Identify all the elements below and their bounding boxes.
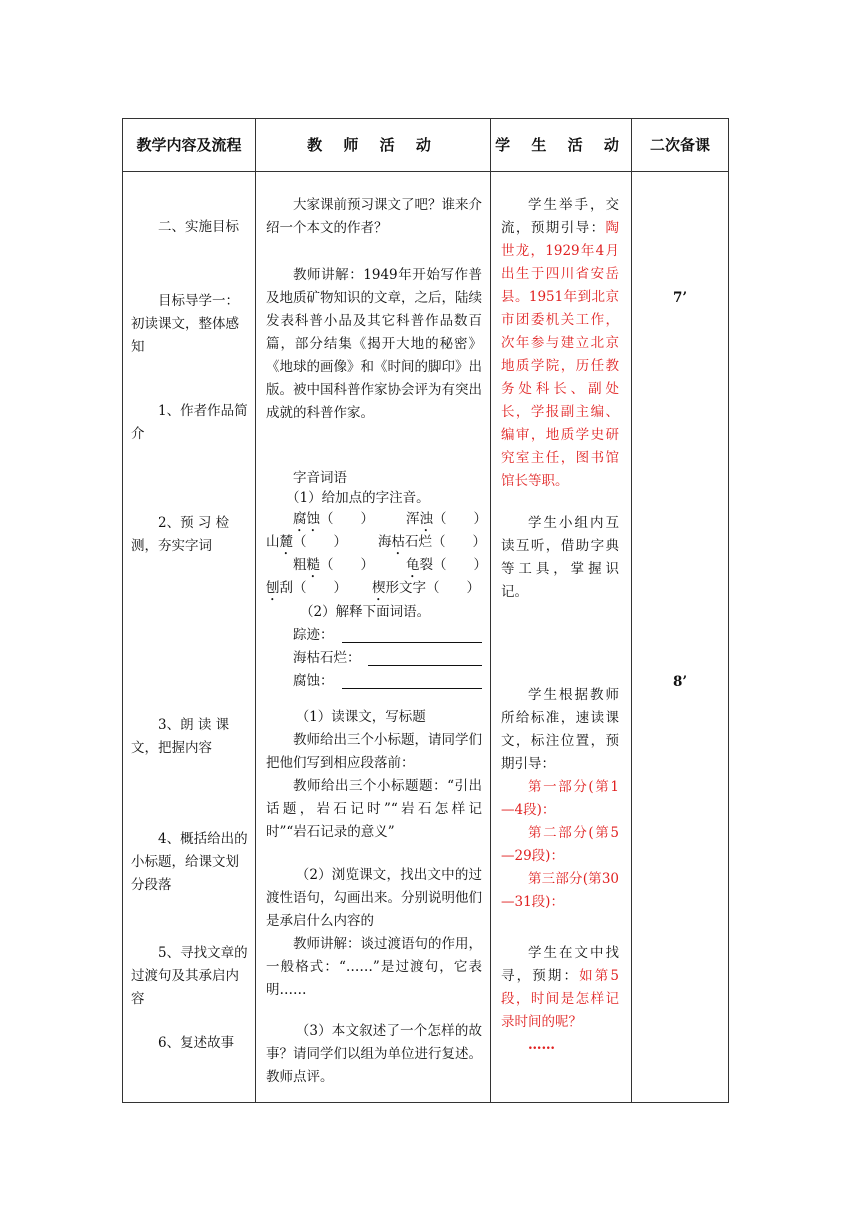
vocab-item: 粗糙（ ） (293, 557, 374, 573)
vocab-def-row: 腐蚀： (266, 670, 482, 693)
step-subtitles: 4、概括给出的小标题，给课文划分段落 (131, 831, 248, 893)
read-instruction: 教师给出三个小标题，请同学们把他们写到相应段落前： (266, 732, 482, 771)
teacher-column (256, 172, 491, 1103)
student-column (491, 172, 632, 1103)
student-skim-block (501, 684, 619, 914)
vocab-item: 腐蚀（ ） (293, 511, 374, 527)
header-content-flow: 教学内容及流程 (123, 119, 256, 172)
retell-task: （3）本文叙述了一个怎样的故事？请同学们以组为单位进行复述。教师点评。 (266, 1023, 482, 1085)
vocab-def-row: 踪迹： (266, 624, 482, 647)
step-implement-goals: 二、实施目标 (158, 219, 239, 235)
time-mark-2: 8’ (672, 674, 688, 690)
header-student-activity: 学 生 活 动 (491, 119, 632, 172)
second-prep-column (632, 172, 729, 1103)
vocab-task-2: （2）解释下面词语。 (300, 604, 431, 620)
time-mark-1: 7’ (672, 290, 688, 306)
vocab-title: 字音词语 (293, 470, 347, 486)
step-read-aloud: 3、朗 读 课 文，把握内容 (131, 717, 230, 756)
student-author-bio: 陶世龙，1929年4月出生于四川省安岳县。1951年到北京市团委机关工作，次年参与建立北京地质学院，历任教务处科长、副处长，学报副主编、编审，地质学史研究室主任，图书馆馆长等职。 (501, 220, 619, 489)
teacher-author-block (266, 264, 482, 425)
student-ellipsis: …… (528, 1037, 555, 1053)
student-raise-hands: 学生举手，交流，预期引导： (501, 197, 619, 236)
body-row (123, 172, 729, 1103)
step-author-intro: 1、作者作品简介 (131, 403, 248, 442)
header-row (123, 119, 729, 172)
vocab-item: 浑浊（ ） (406, 511, 487, 527)
vocab-task-1: （1）给加点的字注音。 (286, 490, 430, 506)
student-find-block (501, 942, 619, 1057)
read-task: （1）读课文，写标题 (295, 709, 426, 725)
vocab-item: 龟裂（ ） (406, 557, 487, 573)
vocab-block (266, 468, 487, 693)
teacher-intro-question: 大家课前预习课文了吧？谁来介绍一个本文的作者？ (266, 197, 482, 236)
vocab-row (266, 508, 487, 531)
transition-task: （2）浏览课文，找出文中的过渡性语句，勾画出来。分别说明他们是承启什么内容的 (266, 867, 482, 929)
student-group-read: 学生小组内互读互听，借助字典等工具，掌握识记。 (501, 515, 619, 600)
read-block (266, 706, 482, 844)
transition-explain: 教师讲解：谈过渡语句的作用，一般格式：“……”是过渡句，它表明…… (266, 936, 482, 998)
teacher-intro-block (266, 194, 482, 240)
vocab-item: 山麓（ ） (266, 534, 347, 550)
student-find-answer: 如第5段，时间是怎样记录时间的呢？ (501, 968, 620, 1030)
student-group-block (501, 512, 619, 604)
student-part-1: 第一部分(第1—4段)： (501, 779, 619, 818)
lesson-plan-table (122, 118, 729, 1103)
step-preview-check: 2、预 习 检 测，夯实字词 (131, 515, 230, 554)
vocab-item: 楔形文字（ ） (372, 580, 480, 596)
vocab-item: 海枯石烂（ ） (378, 534, 486, 550)
read-titles: 教师给出三个小标题题：“引出话题，岩石记时”“岩石怎样记时”“岩石记录的意义” (266, 778, 482, 840)
transition-block (266, 864, 482, 1002)
student-author-block (501, 194, 619, 493)
step-retell: 6、复述故事 (158, 1035, 235, 1051)
retell-block (266, 1020, 482, 1089)
header-second-prep: 二次备课 (632, 119, 729, 172)
step-guide-one: 目标导学一：初读课文，整体感知 (131, 293, 239, 355)
vocab-row (266, 554, 487, 577)
vocab-row (266, 577, 482, 600)
vocab-row (266, 531, 486, 554)
header-teacher-activity: 教 师 活 动 (256, 119, 491, 172)
teacher-author-explain: 教师讲解：1949年开始写作普及地质矿物知识的文章，之后，陆续发表科普小品及其它科普作品数百篇，部分结集《揭开大地的秘密》《地球的画像》和《时间的脚印》出版。被中国科普作家协会评为有突出成就的科普作家。 (266, 267, 482, 421)
vocab-item: 刨刮（ ） (266, 580, 347, 596)
student-part-3: 第三部分(第30—31段)： (501, 871, 619, 910)
vocab-def-row: 海枯石烂： (266, 647, 482, 670)
step-transition: 5、寻找文章的过渡句及其承启内容 (131, 945, 248, 1007)
student-skim-read: 学生根据教师所给标准，速读课文，标注位置，预期引导： (501, 687, 619, 772)
student-find-text: 学生在文中找寻，预期： (501, 945, 619, 984)
steps-column (123, 172, 256, 1103)
student-part-2: 第二部分(第5—29段)： (501, 825, 619, 864)
